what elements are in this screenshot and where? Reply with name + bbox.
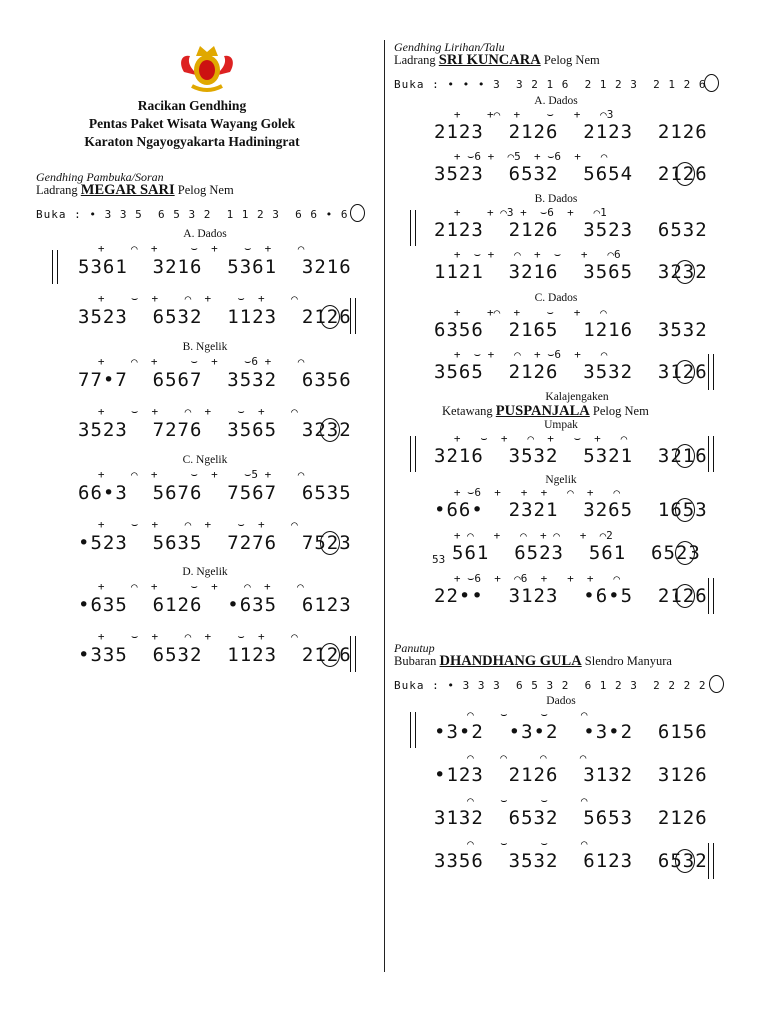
gong-circle (675, 162, 695, 186)
ornament-marks: + ⌣6 + ⌒5 + ⌣6 + ⌒ (434, 150, 608, 163)
ornament-marks: ⌒ ⌣ ⌣ ⌒ (434, 837, 588, 850)
category-label: Gendhing Pambuka/Soran (36, 170, 164, 184)
notation-row: 561 6523 561 6523 (452, 542, 701, 564)
piece-name: DHANDHANG GULA (439, 653, 582, 669)
ornament-marks: + ⌣ + ⌒ + ⌣ + ⌒ (78, 292, 298, 305)
notation-row: 77•7 6567 3532 6356 (78, 369, 352, 391)
notation-row: 3523 6532 1123 2126 (78, 306, 352, 328)
ornament-marks: + ⌣ + ⌒ + ⌣ + ⌒ (434, 432, 628, 445)
gong-circle (320, 643, 340, 667)
form-label: Ladrang (36, 183, 78, 197)
column-divider (384, 40, 385, 972)
repeat-bar-open (410, 712, 416, 748)
form-label: Ladrang (394, 53, 436, 67)
gong-circle (320, 305, 340, 329)
ornament-marks: + ⌣ + ⌒ + ⌣ + ⌒ (78, 405, 298, 418)
form-label: Ketawang (442, 404, 493, 418)
gong-circle (675, 444, 695, 468)
repeat-bar-close (350, 298, 356, 334)
laras-label: Pelog Nem (543, 53, 600, 67)
ornament-marks: + + ⌒3 + ⌣6 + ⌒1 (434, 206, 607, 219)
notation-row: •3•2 •3•2 •3•2 6156 (434, 721, 708, 743)
repeat-bar-open (410, 436, 416, 472)
piece-name: SRI KUNCARA (438, 52, 541, 68)
repeat-bar-close (708, 436, 714, 472)
ornament-marks: + ⌣ + ⌒ + ⌣ + ⌒6 (434, 248, 621, 261)
karaton-emblem-icon (176, 42, 238, 94)
gong-circle (675, 541, 695, 565)
section-label: A. Dados (183, 228, 227, 240)
gong-circle (350, 204, 365, 222)
notation-row: 5361 3216 5361 3216 (78, 256, 352, 278)
repeat-bar-close (708, 354, 714, 390)
ornament-marks: + ⌣6 + ⌒6 + + + ⌒ (434, 572, 621, 585)
ornament-marks: + ⌒ + ⌒ + ⌒ + ⌒2 (434, 529, 613, 542)
gong-circle (675, 260, 695, 284)
header-line-2: Pentas Paket Wisata Wayang Golek (88, 116, 296, 131)
notation-row: 2123 2126 3523 6532 (434, 219, 708, 241)
notation-row: •523 5635 7276 7523 (78, 532, 352, 554)
gong-circle (320, 418, 340, 442)
section-label: Dados (546, 695, 576, 707)
repeat-bar-close (708, 843, 714, 879)
category-label: Panutup (394, 641, 435, 655)
laras-label: Pelog Nem (177, 183, 234, 197)
notation-row: •66• 2321 3265 1653 (434, 499, 708, 521)
notation-row: •635 6126 •635 6123 (78, 594, 352, 616)
piece-name: MEGAR SARI (80, 182, 175, 198)
laras-label: Pelog Nem (592, 404, 649, 418)
notation-row: 3523 7276 3565 3232 (78, 419, 352, 441)
section-label: C. Dados (534, 292, 578, 304)
buka-line: Buka : • 3 3 5 6 5 3 2 1 1 2 3 6 6 • 6 (36, 208, 349, 221)
section-label: A. Dados (534, 95, 578, 107)
section-label: B. Ngelik (182, 341, 228, 353)
gong-circle (320, 531, 340, 555)
gong-circle (709, 675, 724, 693)
category-label: Gendhing Lirihan/Talu (394, 40, 505, 54)
repeat-bar-close (708, 578, 714, 614)
notation-row: 2123 2126 2123 2126 (434, 121, 708, 143)
piece-title (36, 182, 234, 199)
laras-label: Slendro Manyura (584, 654, 672, 668)
notation-row: 3356 3532 6123 6532 (434, 850, 708, 872)
piece-title (394, 52, 600, 69)
ornament-marks: + ⌒ + ⌣ + ⌣5 + ⌒ (78, 468, 305, 481)
ornament-marks: + +⌒ + ⌣ + ⌒3 (434, 108, 614, 121)
piece-name: PUSPANJALA (495, 403, 590, 419)
gong-circle (675, 584, 695, 608)
ornament-marks: + ⌣ + ⌒ + ⌣ + ⌒ (78, 630, 298, 643)
notation-row: •123 2126 3132 3126 (434, 764, 708, 786)
intro-label: Kalajengaken (545, 391, 609, 403)
section-label: Ngelik (545, 474, 577, 486)
gong-circle (675, 849, 695, 873)
notation-row: 3216 3532 5321 3216 (434, 445, 708, 467)
header-line-3: Karaton Ngayogyakarta Hadiningrat (84, 134, 300, 149)
form-label: Bubaran (394, 654, 437, 668)
section-label: C. Ngelik (182, 454, 228, 466)
ornament-marks: + ⌒ + ⌣ + ⌣6 + ⌒ (78, 355, 305, 368)
section-label: B. Dados (534, 193, 578, 205)
gong-circle (675, 360, 695, 384)
ornament-marks: + ⌒ + ⌣ + ⌒ + ⌒ (78, 580, 304, 593)
notation-row: 3565 2126 3532 3126 (434, 361, 708, 383)
ornament-marks: + ⌒ + ⌣ + ⌣ + ⌒ (78, 242, 305, 255)
notation-row: 66•3 5676 7567 6535 (78, 482, 352, 504)
ornament-marks: ⌒ ⌣ ⌣ ⌒ (434, 708, 588, 721)
ornament-marks: ⌒ ⌒ ⌒ ⌒ (434, 751, 587, 764)
repeat-bar-open (52, 250, 58, 284)
ornament-marks: + ⌣6 + + + ⌒ + ⌒ (434, 486, 621, 499)
repeat-bar-close (350, 636, 356, 672)
piece-title (394, 653, 672, 670)
buka-line: Buka : • • • 3 3 2 1 6 2 1 2 3 2 1 2 6 (394, 78, 707, 91)
notation-row: 22•• 3123 •6•5 2126 (434, 585, 708, 607)
notation-row: •335 6532 1123 2126 (78, 644, 352, 666)
ornament-marks: + ⌣ + ⌒ + ⌣ + ⌒ (78, 518, 298, 531)
ornament-marks: + +⌒ + ⌣ + ⌒ (434, 306, 607, 319)
subscript-marks: 53 (432, 553, 446, 566)
buka-line: Buka : • 3 3 3 6 5 3 2 6 1 2 3 2 2 2 2 (394, 679, 707, 692)
notation-row: 3132 6532 5653 2126 (434, 807, 708, 829)
notation-row: 3523 6532 5654 2126 (434, 163, 708, 185)
ornament-marks: ⌒ ⌣ ⌣ ⌒ (434, 794, 588, 807)
notation-row: 6356 2165 1216 3532 (434, 319, 708, 341)
notation-row: 1121 3216 3565 3232 (434, 261, 708, 283)
header-line-1: Racikan Gendhing (137, 98, 247, 113)
repeat-bar-open (410, 210, 416, 246)
section-label: Umpak (544, 419, 578, 431)
piece-title (442, 403, 649, 420)
gong-circle (704, 74, 719, 92)
gong-circle (675, 498, 695, 522)
ornament-marks: + ⌣ + ⌒ + ⌣6 + ⌒ (434, 348, 608, 361)
section-label: D. Ngelik (182, 566, 228, 578)
